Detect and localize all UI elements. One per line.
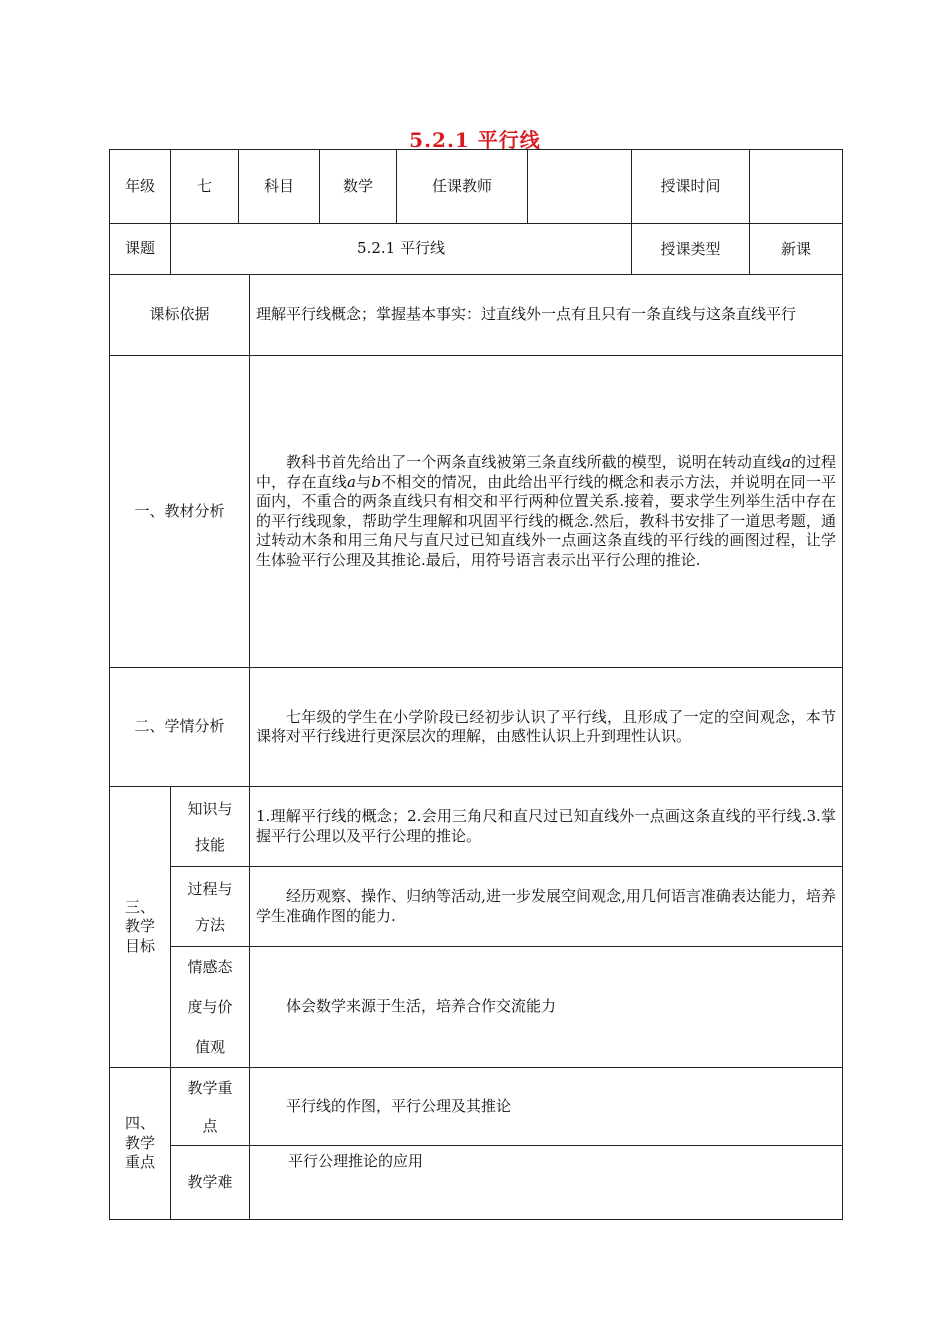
key-point-text: 平行线的作图，平行公理及其推论 [250,1068,843,1146]
objectives-label-1: 三、 [124,897,155,916]
key-point-label [171,1068,250,1146]
objectives-label [110,787,171,1068]
emotion-label-2: 度与价 [187,998,233,1016]
focus-label [110,1068,171,1220]
objectives-label-3: 目标 [124,936,155,955]
emotion-row [110,947,843,1068]
material-row [110,356,843,668]
process-row [110,867,843,947]
type-label: 授课类型 [632,224,750,274]
emotion-label [171,947,250,1068]
knowledge-row [110,787,843,867]
students-label: 二、学情分析 [110,668,250,787]
difficulty-text: 平行公理推论的应用 [250,1146,843,1220]
knowledge-label-2: 技能 [194,835,225,854]
knowledge-label-1: 知识与 [187,799,233,818]
material-label: 一、教材分析 [110,356,250,668]
material-text-4: 不相交的情况，由此给出平行线的概念和表示方法，并说明在同一平面内，不重合的两条直线只有相交和平行两种位置关系.接着，要求学生列举生活中存在的平行线现象，帮助学生理解和巩固平行线的概念.然后，教科书安排了一道思考题，通过转动木条和用三角尺与直尺过已知直线外一点画这条直线的平行线的画图过程，让学生体验平行公理及其推论.最后，用符号语言表示出平行公理的推论. [256,472,837,569]
emotion-label-3: 值观 [194,1038,225,1056]
subject-label: 科目 [239,150,320,224]
focus-label-2: 教学 [124,1133,155,1152]
lesson-plan-table [109,149,843,1220]
time-label [632,150,843,224]
key-point-row [110,1068,843,1146]
topic-row [110,224,843,275]
process-label-1: 过程与 [187,879,233,898]
time-label-text: 授课时间 [632,150,750,223]
focus-label-1: 四、 [124,1114,155,1133]
variable-a-2: a [347,472,356,491]
grade-label: 年级 [110,150,171,224]
key-point-label-1: 教学重 [187,1078,233,1097]
students-row [110,668,843,787]
material-text-2: 的过程中，存在直线 [256,453,837,491]
students-text: 七年级的学生在小学阶段已经初步认识了平行线，且形成了一定的空间观念，本节课将对平行线进行更深层次的理解，由感性认识上升到理性认识。 [250,668,843,787]
grade-value: 七 [171,150,239,224]
type-value: 新课 [781,240,812,258]
topic-label: 课题 [110,224,171,275]
variable-a: a [781,453,791,471]
knowledge-text: 1.理解平行线的概念；2.会用三角尺和直尺过已知直线外一点画这条直线的平行线.3.掌握平行公理以及平行公理的推论。 [250,787,843,867]
process-text: 经历观察、操作、归纳等活动,进一步发展空间观念,用几何语言准确表达能力，培养学生准确作图的能力. [250,867,843,947]
page-title: 5.2.1 平行线 [409,128,541,152]
process-label-2: 方法 [194,915,225,934]
knowledge-label [171,787,250,867]
key-point-label-2: 点 [202,1116,218,1135]
header-row [110,150,843,224]
emotion-text: 体会数学来源于生活，培养合作交流能力 [250,947,843,1068]
emotion-label-1: 情感态 [187,958,233,976]
variable-b: b [371,472,381,491]
standard-row [110,275,843,356]
teacher-label: 任课教师 [397,150,528,224]
process-label [171,867,250,947]
standard-label: 课标依据 [110,275,250,356]
difficulty-label: 教学难 [171,1146,250,1220]
objectives-label-2: 教学 [124,917,155,936]
material-text [250,356,843,668]
teacher-value [528,150,632,224]
difficulty-row [110,1146,843,1220]
material-text-1: 教科书首先给出了一个两条直线被第三条直线所截的模型，说明在转动直线 [286,453,782,471]
type-cell [632,224,843,275]
topic-value: 5.2.1 平行线 [171,224,632,275]
material-text-3: 与 [355,472,372,491]
standard-text: 理解平行线概念；掌握基本事实：过直线外一点有且只有一条直线与这条直线平行 [250,275,843,356]
subject-value: 数学 [320,150,397,224]
focus-label-3: 重点 [124,1153,155,1172]
